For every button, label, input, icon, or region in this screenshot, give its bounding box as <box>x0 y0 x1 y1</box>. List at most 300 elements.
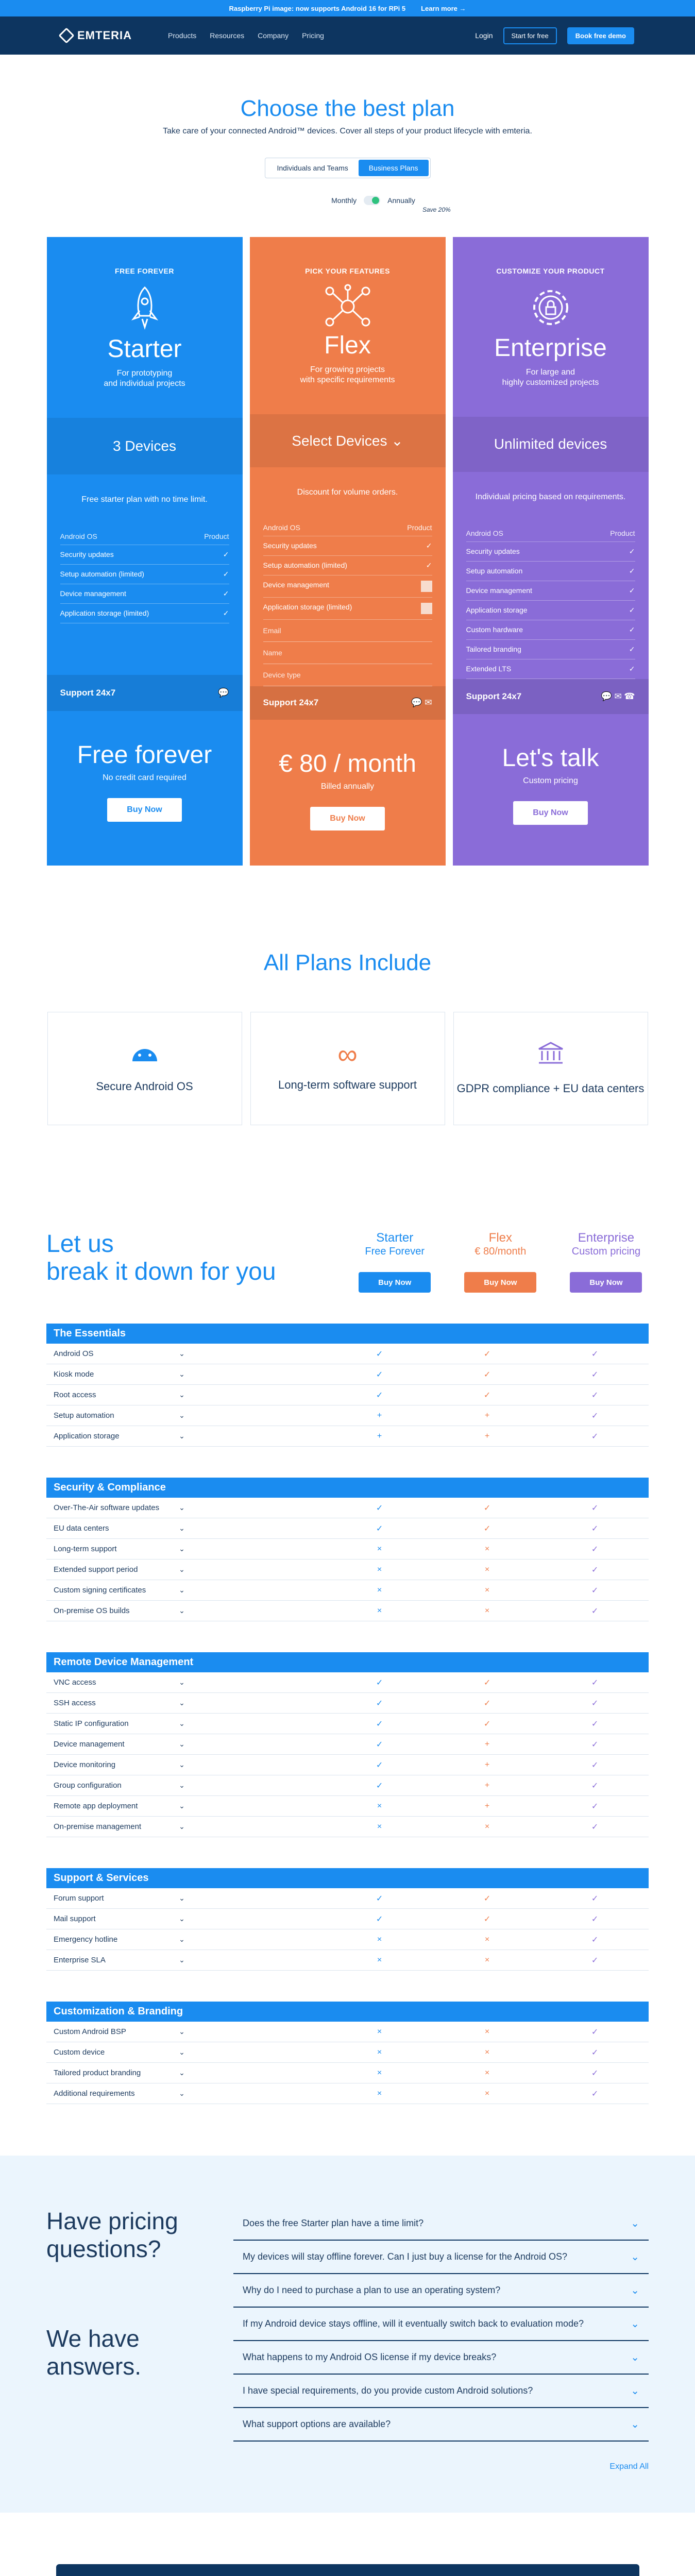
product-header: Product <box>610 529 635 537</box>
table-row[interactable] <box>46 1929 649 1950</box>
availability-mark: × <box>484 2047 490 2057</box>
feature-label: Mail support <box>54 1914 96 1923</box>
announcement-bar <box>0 0 695 16</box>
chevron-down-icon[interactable]: ⌄ <box>179 1432 185 1440</box>
table-row[interactable] <box>46 1364 649 1385</box>
price-block <box>250 720 446 866</box>
select-devices-dropdown[interactable]: Select Devices ⌄ <box>250 414 446 467</box>
expand-all-link[interactable]: Expand All <box>609 2462 649 2471</box>
availability-mark: × <box>377 1606 382 1615</box>
feature-label: Device management <box>466 586 532 595</box>
check-icon: ✓ <box>223 609 229 617</box>
table-row[interactable] <box>46 1817 649 1837</box>
feature-label: On-premise management <box>54 1822 142 1831</box>
rocket-icon <box>47 282 243 334</box>
table-row[interactable] <box>46 1385 649 1405</box>
feature-row <box>466 640 635 659</box>
col-flex <box>458 1230 543 1293</box>
table-row[interactable] <box>46 1755 649 1775</box>
page-title: Choose the best plan <box>240 96 455 121</box>
plan-desc: Individual pricing based on requirements. <box>475 492 626 501</box>
feature-row <box>466 562 635 581</box>
availability-mark: ✓ <box>591 1503 599 1513</box>
audience-toggle <box>265 158 431 178</box>
availability-mark: × <box>484 1565 490 1574</box>
availability-mark: ✓ <box>591 1391 599 1400</box>
logo-icon <box>58 27 74 43</box>
table-row[interactable] <box>46 1601 649 1621</box>
table-row[interactable] <box>46 1498 649 1518</box>
availability-mark: ✓ <box>483 1391 491 1400</box>
support-bar <box>250 686 446 720</box>
feature-label: Setup automation (limited) <box>60 570 144 578</box>
feature-row <box>466 659 635 679</box>
chevron-down-icon[interactable]: ⌄ <box>179 1349 185 1358</box>
include-card <box>250 1012 445 1125</box>
feature-row <box>466 601 635 620</box>
availability-mark: ✓ <box>376 1894 383 1903</box>
availability-mark: ✓ <box>376 1719 383 1728</box>
table-row[interactable] <box>46 2063 649 2083</box>
feature-row <box>466 581 635 601</box>
section-title: Remote Device Management <box>46 1652 649 1672</box>
feature-row <box>60 604 229 623</box>
availability-mark: ✓ <box>483 1719 491 1728</box>
feature-label: Tailored branding <box>466 645 521 653</box>
device-type-field[interactable]: Device type <box>263 664 432 686</box>
include-label: GDPR compliance + EU data centers <box>456 1082 645 1095</box>
chevron-down-icon: ⌄ <box>631 2352 639 2363</box>
feature-label: SSH access <box>54 1699 96 1707</box>
feature-label: Root access <box>54 1391 96 1399</box>
feature-label: Android OS <box>54 1349 94 1358</box>
availability-mark: × <box>484 1585 490 1595</box>
breakdown-section <box>46 1868 649 1971</box>
table-row[interactable] <box>46 2083 649 2104</box>
pricing-hero <box>0 55 695 213</box>
breakdown-sections <box>46 1324 649 2104</box>
faq-question: Does the free Starter plan have a time limit? <box>243 2218 424 2228</box>
chevron-down-icon[interactable]: ⌄ <box>179 1699 185 1707</box>
chevron-down-icon[interactable]: ⌄ <box>179 2048 185 2056</box>
billing-toggle <box>26 196 695 213</box>
support-bar <box>453 679 649 714</box>
availability-mark: + <box>484 1801 490 1810</box>
android-icon <box>129 1044 160 1065</box>
chevron-down-icon[interactable]: ⌄ <box>179 1524 185 1532</box>
chevron-down-icon[interactable]: ⌄ <box>179 1894 185 1902</box>
buy-now-button[interactable]: Buy Now <box>464 1272 536 1293</box>
support-bar <box>47 675 243 711</box>
feature-label: Custom device <box>54 2048 105 2057</box>
feature-label: Static IP configuration <box>54 1719 129 1728</box>
faq-item[interactable] <box>233 2241 649 2274</box>
col-sub: Custom pricing <box>571 1246 641 1257</box>
plan-starter <box>47 237 243 866</box>
availability-mark: ✓ <box>591 1740 599 1749</box>
feature-row <box>60 545 229 565</box>
section-title: Support & Services <box>46 1868 649 1888</box>
email-field[interactable]: Email <box>263 620 432 642</box>
annually-label: Annually <box>387 196 415 205</box>
plan-tag: PICK YOUR FEATURES <box>305 267 390 275</box>
feature-row <box>466 542 635 562</box>
availability-mark: × <box>377 1565 382 1574</box>
plan-sub: For growing projects with specific requirements <box>300 365 395 385</box>
book-demo-button[interactable]: Book free demo <box>567 27 634 44</box>
table-row[interactable] <box>46 1344 649 1364</box>
availability-mark: × <box>377 1822 382 1831</box>
chevron-down-icon: ⌄ <box>631 2218 639 2229</box>
chevron-down-icon: ⌄ <box>631 2318 639 2330</box>
availability-mark: ✓ <box>376 1760 383 1770</box>
availability-mark: + <box>377 1431 382 1440</box>
check-icon: ✓ <box>629 547 635 555</box>
feature-row <box>263 536 432 556</box>
buy-now-button[interactable]: Buy Now <box>107 798 181 822</box>
check-icon: ✓ <box>629 605 635 614</box>
feature-label: Application storage <box>54 1432 120 1440</box>
availability-mark: ✓ <box>591 1914 599 1924</box>
feature-label: Group configuration <box>54 1781 122 1790</box>
availability-mark: ✓ <box>483 1349 491 1359</box>
section-title: All Plans Include <box>263 950 432 975</box>
feature-label: Security updates <box>263 541 317 550</box>
table-row[interactable] <box>46 1888 649 1909</box>
learn-more-link[interactable]: Learn more → <box>421 4 466 12</box>
availability-mark: + <box>484 1760 490 1769</box>
availability-mark: × <box>377 1801 382 1810</box>
feature-label: Enterprise SLA <box>54 1956 106 1964</box>
chevron-down-icon[interactable]: ⌄ <box>179 1370 185 1378</box>
table-row[interactable] <box>46 1405 649 1426</box>
table-row[interactable] <box>46 1426 649 1447</box>
faq-title-answers: We have answers. <box>46 2325 142 2380</box>
availability-mark: ✓ <box>591 1802 599 1811</box>
chevron-down-icon[interactable]: ⌄ <box>179 1760 185 1769</box>
availability-mark: ✓ <box>591 1760 599 1770</box>
col-starter <box>352 1230 437 1293</box>
nav-company[interactable]: Company <box>258 31 289 40</box>
availability-mark: ✓ <box>591 2069 599 2078</box>
availability-mark: ✓ <box>591 1565 599 1574</box>
table-row[interactable] <box>46 2022 649 2042</box>
faq-section <box>0 2156 695 2513</box>
table-row[interactable] <box>46 1796 649 1817</box>
check-icon: ✓ <box>629 645 635 653</box>
availability-mark: ✓ <box>591 1822 599 1832</box>
feature-label: Custom signing certificates <box>54 1586 146 1595</box>
feature-label: Custom hardware <box>466 625 523 634</box>
chevron-down-icon[interactable]: ⌄ <box>179 1802 185 1810</box>
availability-mark: ✓ <box>376 1503 383 1513</box>
logo-text: EMTERIA <box>77 29 132 42</box>
faq-question: Why do I need to purchase a plan to use an operating system? <box>243 2285 501 2295</box>
feature-label: Emergency hotline <box>54 1935 118 1944</box>
faq-question: My devices will stay offline forever. Can I just buy a license for the Android OS? <box>243 2251 567 2262</box>
product-header: Product <box>407 523 432 532</box>
feature-label: Setup automation <box>54 1411 114 1420</box>
plan-sub: For prototyping and individual projects <box>104 369 185 388</box>
check-icon: ✓ <box>426 541 432 550</box>
check-icon: ✓ <box>223 589 229 598</box>
chevron-down-icon[interactable]: ⌄ <box>179 1545 185 1553</box>
table-row[interactable] <box>46 1580 649 1601</box>
announcement-text: Raspberry Pi image: now supports Android 16 for RPi 5 <box>229 4 406 12</box>
faq-item[interactable] <box>233 2308 649 2341</box>
availability-mark: ✓ <box>483 1914 491 1924</box>
page-subtitle: Take care of your connected Android™ devices. Cover all steps of your product lifecycle with emteria. <box>163 127 532 135</box>
price: € 80 / month <box>279 750 416 777</box>
availability-mark: ✓ <box>376 1524 383 1533</box>
availability-mark: ✓ <box>483 1524 491 1533</box>
add-on-checkbox[interactable] <box>421 603 432 614</box>
availability-mark: ✓ <box>591 2089 599 2098</box>
table-row[interactable] <box>46 1693 649 1714</box>
buy-now-button[interactable]: Buy Now <box>310 807 384 831</box>
logo[interactable] <box>61 29 132 42</box>
faq-list <box>233 2207 649 2471</box>
chevron-down-icon: ⌄ <box>631 2285 639 2296</box>
chat-icon: 💬 <box>218 688 229 698</box>
availability-mark: ✓ <box>591 1956 599 1965</box>
price-sub: No credit card required <box>103 773 187 782</box>
feature-row <box>263 575 432 598</box>
support-label: Support 24x7 <box>263 698 319 708</box>
check-icon: ✓ <box>629 625 635 634</box>
col-sub: Free Forever <box>365 1246 425 1257</box>
plan-desc: Free starter plan with no time limit. <box>81 495 208 504</box>
breakdown-section <box>46 1478 649 1621</box>
monthly-label: Monthly <box>331 196 357 205</box>
support-label: Support 24x7 <box>466 691 522 701</box>
availability-mark: ✓ <box>483 1894 491 1903</box>
plan-name: Starter <box>107 335 182 363</box>
feature-label: Application storage <box>466 605 528 614</box>
faq-item[interactable] <box>233 2207 649 2241</box>
chevron-down-icon[interactable]: ⌄ <box>179 2027 185 2036</box>
availability-mark: ✓ <box>376 1699 383 1708</box>
availability-mark: + <box>484 1781 490 1790</box>
nav-products[interactable]: Products <box>168 31 197 40</box>
buy-now-button[interactable]: Buy Now <box>513 801 587 825</box>
feature-label: VNC access <box>54 1678 96 1687</box>
add-on-checkbox[interactable] <box>421 581 432 592</box>
feature-label: Device monitoring <box>54 1760 116 1769</box>
chevron-down-icon[interactable]: ⌄ <box>179 1565 185 1573</box>
section-title: Security & Compliance <box>46 1478 649 1498</box>
availability-mark: ✓ <box>591 1432 599 1441</box>
nav-pricing[interactable]: Pricing <box>302 31 324 40</box>
breakdown-title: Let us break it down for you <box>46 1230 276 1285</box>
faq-item[interactable] <box>233 2274 649 2308</box>
chevron-down-icon[interactable]: ⌄ <box>179 1914 185 1923</box>
availability-mark: ✓ <box>376 1349 383 1359</box>
col-title: Starter <box>376 1231 414 1245</box>
faq-item[interactable] <box>233 2341 649 2375</box>
tab-individuals[interactable]: Individuals and Teams <box>277 164 348 172</box>
chevron-down-icon[interactable]: ⌄ <box>179 1781 185 1789</box>
faq-title: Have pricing questions? <box>46 2208 178 2262</box>
availability-mark: × <box>484 2027 490 2036</box>
col-title: Flex <box>488 1231 512 1245</box>
feature-row <box>60 584 229 604</box>
table-row[interactable] <box>46 1672 649 1693</box>
buy-now-button[interactable]: Buy Now <box>359 1272 431 1293</box>
feature-header: Android OS <box>263 523 300 532</box>
chevron-down-icon[interactable]: ⌄ <box>179 1719 185 1727</box>
availability-mark: ✓ <box>591 1894 599 1903</box>
chevron-down-icon[interactable]: ⌄ <box>179 1411 185 1419</box>
feature-header: Android OS <box>60 532 97 540</box>
feature-label: Tailored product branding <box>54 2069 141 2077</box>
availability-mark: ✓ <box>483 1678 491 1687</box>
col-sub: € 80/month <box>474 1246 527 1257</box>
chevron-down-icon[interactable]: ⌄ <box>179 1606 185 1615</box>
table-row[interactable] <box>46 1950 649 1971</box>
breakdown-section <box>46 1324 649 1447</box>
availability-mark: ✓ <box>591 1935 599 1944</box>
chat-mail-phone-icons: 💬 ✉ ☎ <box>601 691 635 701</box>
chevron-down-icon[interactable]: ⌄ <box>179 2089 185 2097</box>
faq-item[interactable] <box>233 2375 649 2408</box>
availability-mark: ✓ <box>591 1524 599 1533</box>
feature-row <box>263 598 432 620</box>
table-row[interactable] <box>46 1734 649 1755</box>
plan-cards <box>0 237 695 866</box>
table-row[interactable] <box>46 1714 649 1734</box>
feature-label: Device management <box>60 589 126 598</box>
availability-mark: + <box>484 1739 490 1749</box>
support-label: Support 24x7 <box>60 688 116 698</box>
availability-mark: × <box>377 1955 382 1964</box>
availability-mark: × <box>377 2068 382 2077</box>
price: Let's talk <box>502 744 599 772</box>
device-count: 3 Devices <box>47 418 243 474</box>
save-note: Save 20% <box>422 206 451 213</box>
availability-mark: + <box>377 1411 382 1420</box>
chevron-down-icon[interactable]: ⌄ <box>179 1503 185 1512</box>
feature-label: Application storage (limited) <box>60 609 149 617</box>
breakdown-section <box>46 1652 649 1837</box>
feature-label: Device management <box>54 1740 125 1749</box>
feature-label: Long-term support <box>54 1545 117 1553</box>
feature-label: EU data centers <box>54 1524 109 1533</box>
chevron-down-icon[interactable]: ⌄ <box>179 1740 185 1748</box>
price-sub: Billed annually <box>320 782 375 791</box>
availability-mark: ✓ <box>591 1545 599 1554</box>
chevron-down-icon[interactable]: ⌄ <box>179 1822 185 1831</box>
availability-mark: ✓ <box>591 1781 599 1790</box>
chevron-down-icon: ⌄ <box>631 2385 639 2397</box>
availability-mark: × <box>484 1606 490 1615</box>
feature-label: Additional requirements <box>54 2089 135 2098</box>
table-row[interactable] <box>46 1518 649 1539</box>
feature-label: Security updates <box>466 547 520 555</box>
buy-now-button[interactable]: Buy Now <box>570 1272 642 1293</box>
chevron-down-icon[interactable]: ⌄ <box>179 1678 185 1686</box>
availability-mark: + <box>484 1431 490 1440</box>
nav-resources[interactable]: Resources <box>210 31 245 40</box>
gear-lock-icon <box>453 282 649 333</box>
availability-mark: ✓ <box>483 1699 491 1708</box>
feature-header: Android OS <box>466 529 503 537</box>
price: Free forever <box>77 741 212 769</box>
col-enterprise <box>564 1230 649 1293</box>
start-free-button[interactable]: Start for free <box>503 27 557 44</box>
availability-mark: × <box>484 1935 490 1944</box>
table-row[interactable] <box>46 2042 649 2063</box>
availability-mark: + <box>484 1411 490 1420</box>
table-row[interactable] <box>46 1560 649 1580</box>
chevron-down-icon[interactable]: ⌄ <box>179 1586 185 1594</box>
plan-name: Enterprise <box>494 334 607 362</box>
chevron-down-icon[interactable]: ⌄ <box>179 1935 185 1943</box>
availability-mark: × <box>484 1955 490 1964</box>
name-field[interactable]: Name <box>263 642 432 664</box>
availability-mark: ✓ <box>591 1699 599 1708</box>
top-nav <box>0 16 695 55</box>
faq-item[interactable] <box>233 2408 649 2442</box>
availability-mark: ✓ <box>591 1370 599 1379</box>
plan-tag: FREE FOREVER <box>115 267 174 275</box>
availability-mark: ✓ <box>591 1606 599 1616</box>
availability-mark: × <box>377 2027 382 2036</box>
availability-mark: × <box>377 1585 382 1595</box>
device-count: Unlimited devices <box>453 417 649 472</box>
chevron-down-icon[interactable]: ⌄ <box>179 1956 185 1964</box>
table-row[interactable] <box>46 1775 649 1796</box>
feature-row <box>60 565 229 584</box>
availability-mark: × <box>377 1935 382 1944</box>
check-icon: ✓ <box>426 561 432 569</box>
login-link[interactable]: Login <box>475 31 493 40</box>
col-title: Enterprise <box>578 1231 635 1245</box>
tab-business[interactable]: Business Plans <box>359 160 429 176</box>
chevron-down-icon[interactable]: ⌄ <box>179 2069 185 2077</box>
feature-label: Device management <box>263 580 329 589</box>
availability-mark: × <box>377 2047 382 2057</box>
billing-switch[interactable] <box>364 196 380 205</box>
feature-label: Custom Android BSP <box>54 2027 126 2036</box>
availability-mark: ✓ <box>591 1678 599 1687</box>
section-title: Customization & Branding <box>46 2002 649 2022</box>
feature-label: Over-The-Air software updates <box>54 1503 160 1512</box>
breakdown-section <box>46 2002 649 2104</box>
table-row[interactable] <box>46 1539 649 1560</box>
plan-desc: Discount for volume orders. <box>297 487 398 497</box>
feature-label: Remote app deployment <box>54 1802 138 1810</box>
availability-mark: ✓ <box>483 1503 491 1513</box>
feature-label: Setup automation <box>466 566 523 575</box>
table-row[interactable] <box>46 1909 649 1929</box>
availability-mark: ✓ <box>483 1370 491 1379</box>
price-block <box>453 714 649 866</box>
faq-question: I have special requirements, do you provide custom Android solutions? <box>243 2385 533 2396</box>
feature-label: Extended support period <box>54 1565 138 1574</box>
chevron-down-icon[interactable]: ⌄ <box>179 1391 185 1399</box>
check-icon: ✓ <box>629 586 635 595</box>
feature-label: Extended LTS <box>466 664 512 673</box>
feature-label: On-premise OS builds <box>54 1606 130 1615</box>
price-block <box>47 711 243 866</box>
plan-enterprise <box>453 237 649 866</box>
availability-mark: × <box>377 1544 382 1553</box>
feature-label: Kiosk mode <box>54 1370 94 1379</box>
availability-mark: × <box>484 1544 490 1553</box>
chevron-down-icon: ⌄ <box>631 2419 639 2430</box>
plan-tag: CUSTOMIZE YOUR PRODUCT <box>496 267 605 275</box>
